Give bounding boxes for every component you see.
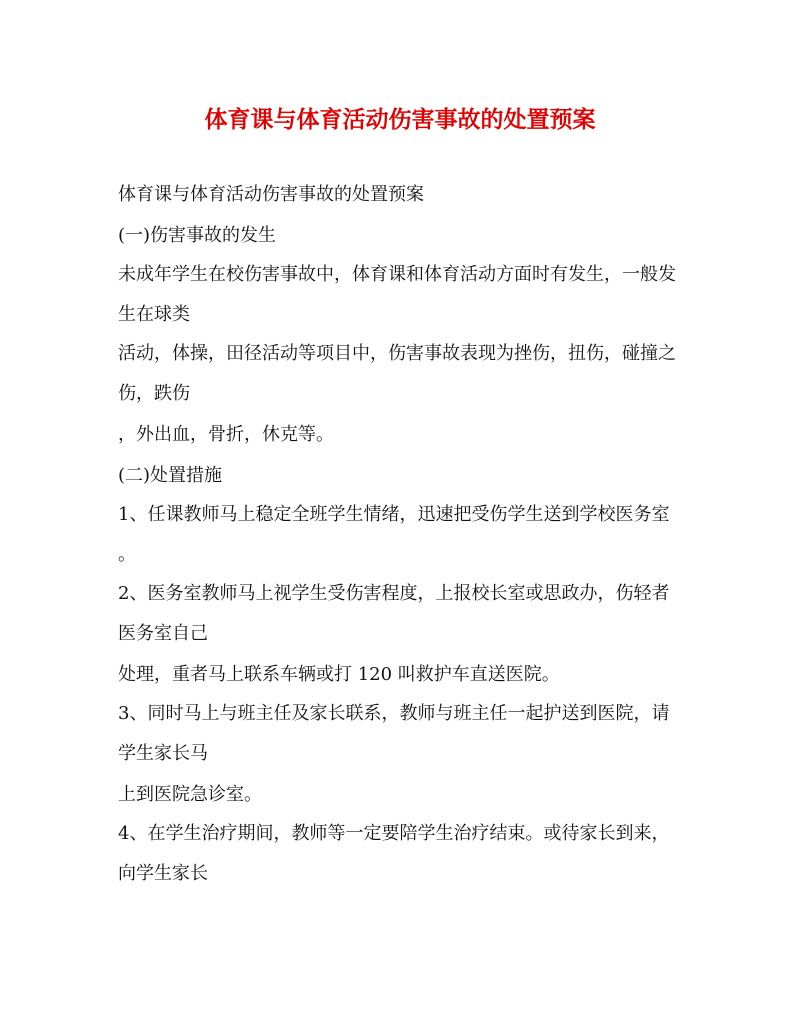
paragraph-line: 向学生家长 (118, 863, 208, 884)
paragraph-line: 未成年学生在校伤害事故中，体育课和体育活动方面时有发生，一般发 (118, 264, 676, 285)
paragraph-line: 体育课与体育活动伤害事故的处置预案 (118, 184, 424, 205)
section-heading: (一)伤害事故的发生 (118, 225, 277, 246)
paragraph-line: 4、在学生治疗期间，教师等一定要陪学生治疗结束。或待家长到来， (118, 823, 670, 844)
paragraph-line: 1、任课教师马上稳定全班学生情绪，迅速把受伤学生送到学校医务室 (118, 504, 670, 525)
paragraph-line: 生在球类 (118, 304, 190, 325)
paragraph-line: 2、医务室教师马上视学生受伤害程度，上报校长室或思政办，伤轻者 (118, 583, 670, 604)
section-heading: (二)处置措施 (118, 465, 223, 486)
paragraph-line: 处理，重者马上联系车辆或打 120 叫救护车直送医院。 (118, 664, 560, 685)
paragraph-line: 医务室自己 (118, 623, 208, 644)
document-title: 体育课与体育活动伤害事故的处置预案 (204, 106, 596, 133)
paragraph-line: 3、同时马上与班主任及家长联系，教师与班主任一起护送到医院，请 (118, 703, 670, 724)
paragraph-line: 活动，体操，田径活动等项目中，伤害事故表现为挫伤，扭伤，碰撞之 (118, 343, 676, 364)
paragraph-line: 伤，跌伤 (118, 383, 190, 404)
paragraph-line: 。 (118, 544, 136, 565)
paragraph-line: 上到医院急诊室。 (118, 784, 262, 805)
document-body (118, 174, 698, 894)
paragraph-line: ，外出血，骨折，休克等。 (118, 424, 334, 445)
paragraph-line: 学生家长马 (118, 743, 208, 764)
